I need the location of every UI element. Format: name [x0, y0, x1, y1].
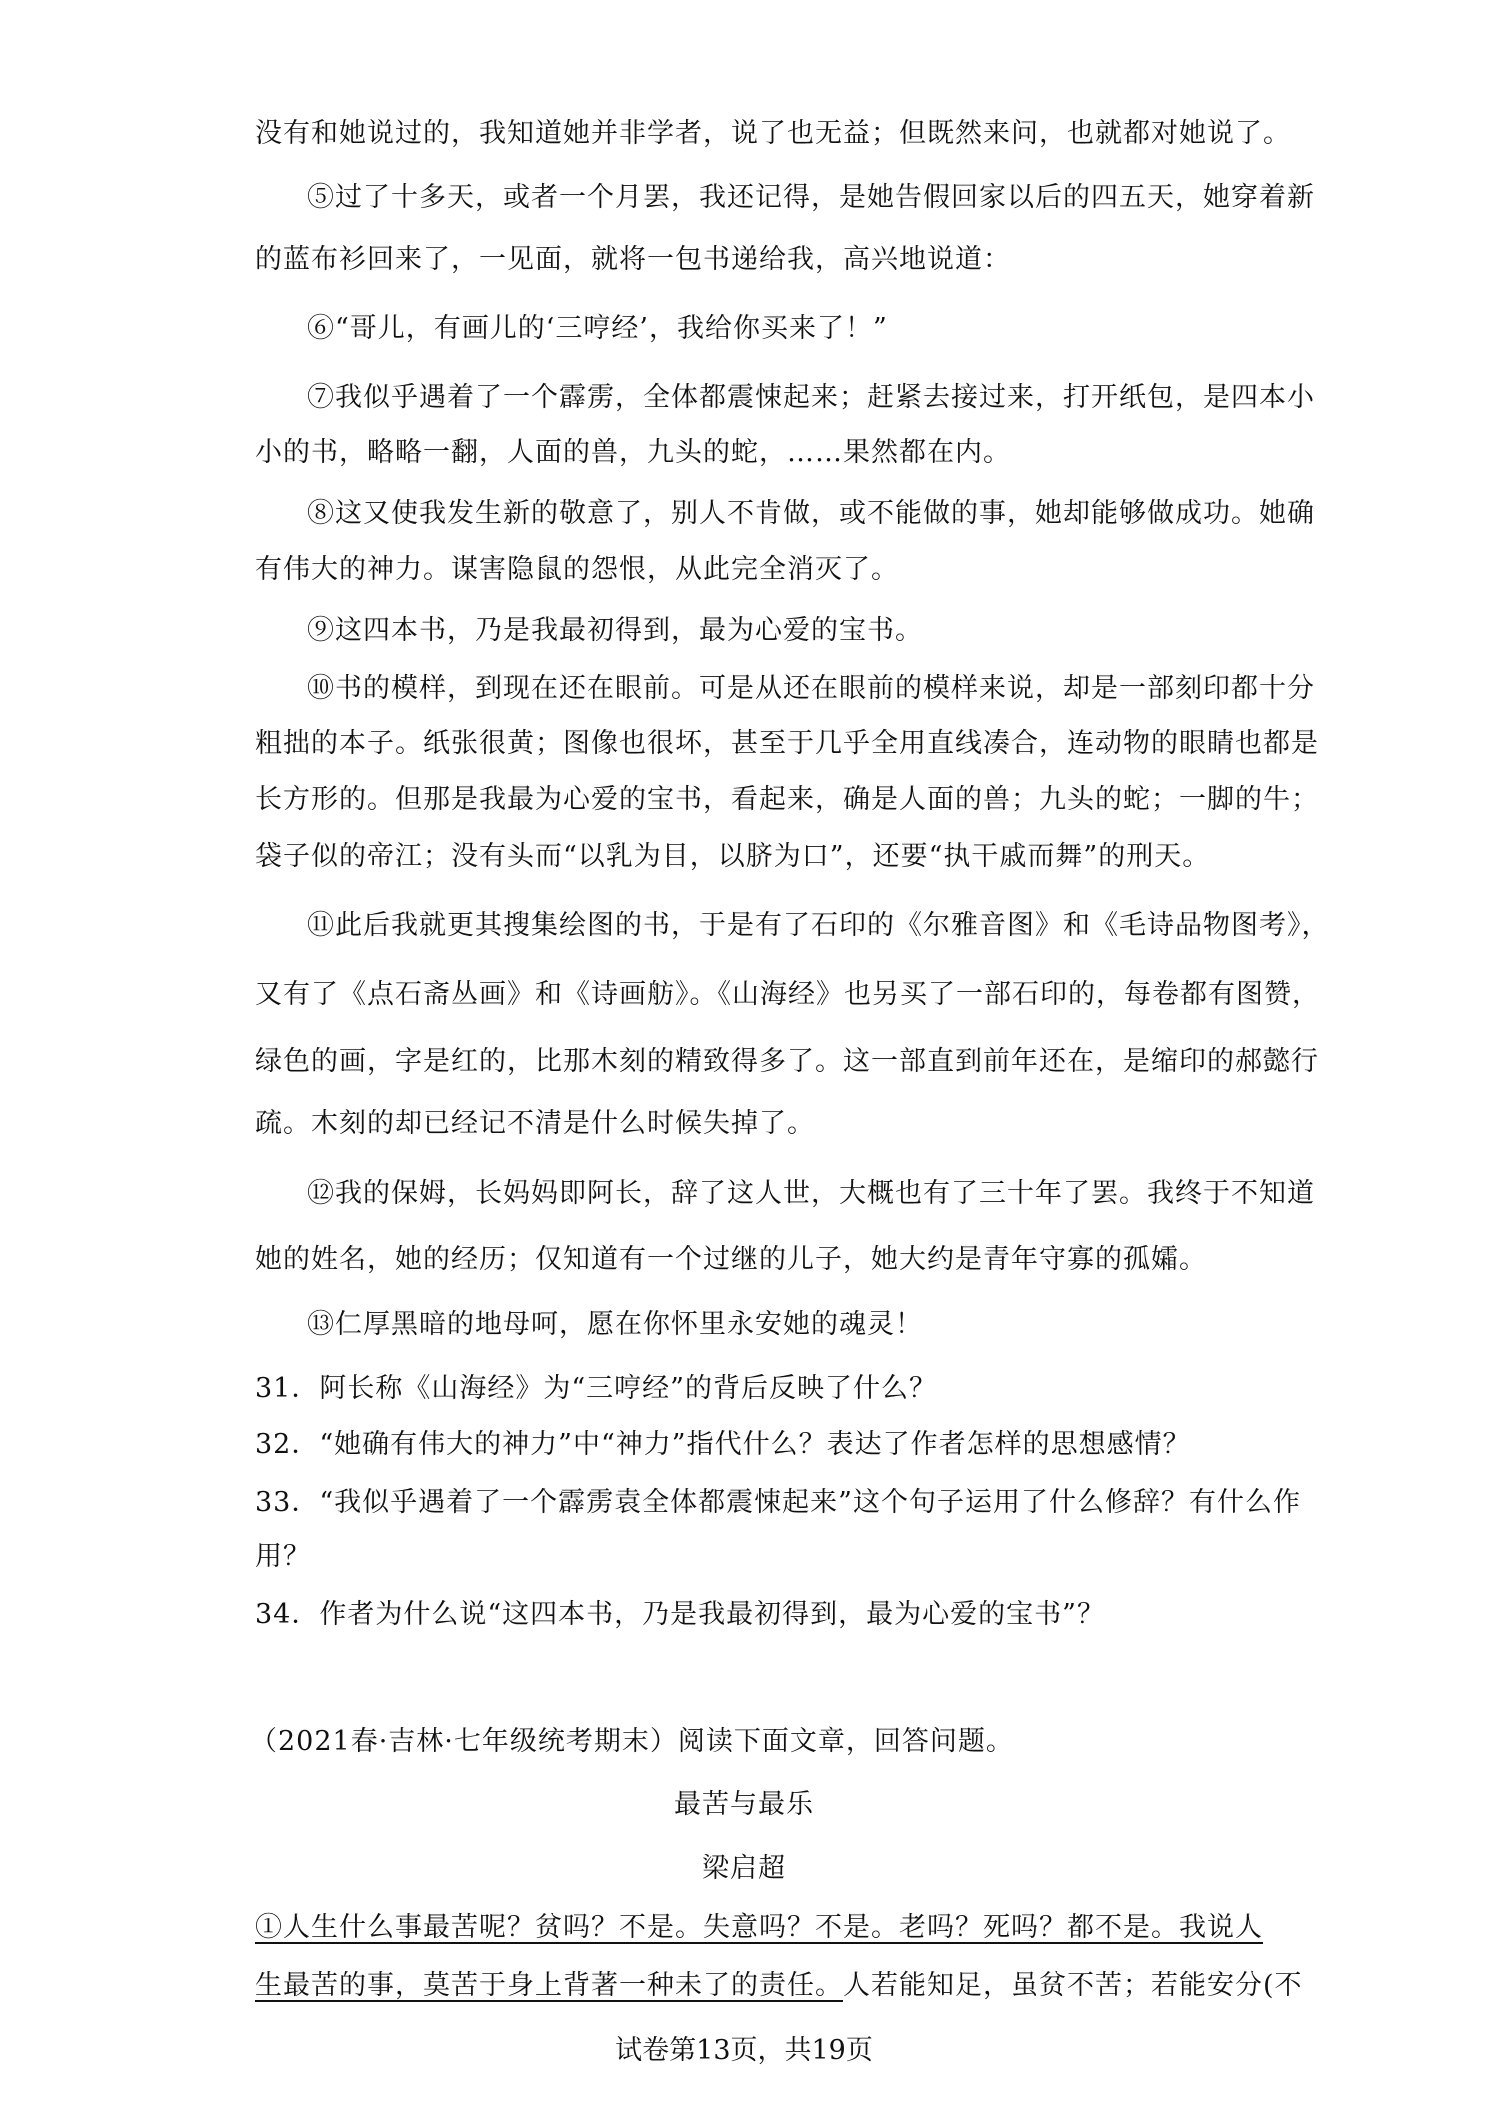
paragraph-1 [255, 1908, 1263, 1948]
article-author: 梁启超 [702, 1853, 786, 1884]
passage-line: 粗拙的本子。纸张很黄；图像也很坏，甚至于几乎全用直线凑合，连动物的眼睛也都是 [255, 728, 1319, 759]
question-33: 33．“我似乎遇着了一个霹雳袁全体都震悚起来”这个句子运用了什么修辞？有什么作 [255, 1487, 1301, 1518]
question-31: 31．阿长称《山海经》为“三哼经”的背后反映了什么？ [255, 1373, 937, 1404]
paragraph-text: 人若能知足，虽贫不苦；若能安分(不 [843, 1970, 1303, 2001]
passage-line: 疏。木刻的却已经记不清是什么时候失掉了。 [255, 1108, 815, 1139]
paragraph-12: ⑫我的保姆，长妈妈即阿长，辞了这人世，大概也有了三十年了罢。我终于不知道 [307, 1178, 1315, 1209]
article-title: 最苦与最乐 [674, 1789, 814, 1820]
passage-line: 绿色的画，字是红的，比那木刻的精致得多了。这一部直到前年还在，是缩印的郝懿行 [255, 1046, 1319, 1077]
passage-line: 袋子似的帝江；没有头而“以乳为目，以脐为口”，还要“执干戚而舞”的刑天。 [255, 841, 1211, 872]
question-33-continued: 用？ [255, 1541, 311, 1572]
paragraph-5: ⑤过了十多天，或者一个月罢，我还记得，是她告假回家以后的四五天，她穿着新 [307, 182, 1315, 213]
page-footer: 试卷第13页，共19页 [615, 2035, 873, 2066]
passage-line: 的蓝布衫回来了，一见面，就将一包书递给我，高兴地说道： [255, 244, 1011, 275]
underlined-sentence: ①人生什么事最苦呢？贫吗？不是。失意吗？不是。老吗？死吗？都不是。我说人 [255, 1912, 1263, 1943]
question-34: 34．作者为什么说“这四本书，乃是我最初得到，最为心爱的宝书”？ [255, 1599, 1105, 1630]
question-32: 32．“她确有伟大的神力”中“神力”指代什么？表达了作者怎样的思想感情？ [255, 1429, 1191, 1460]
paragraph-10: ⑩书的模样，到现在还在眼前。可是从还在眼前的模样来说，却是一部刻印都十分 [307, 673, 1315, 704]
paragraph-6: ⑥“哥儿，有画儿的‘三哼经’，我给你买来了！” [307, 313, 888, 344]
paragraph-8: ⑧这又使我发生新的敬意了，别人不肯做，或不能做的事，她却能够做成功。她确 [307, 498, 1315, 529]
paragraph-7: ⑦我似乎遇着了一个霹雳，全体都震悚起来；赶紧去接过来，打开纸包，是四本小 [307, 382, 1315, 413]
underlined-sentence-end: 生最苦的事，莫苦于身上背著一种未了的责任。 [255, 1970, 843, 2001]
paragraph-1-continued [255, 1966, 1303, 2006]
passage-line: 小的书，略略一翻，人面的兽，九头的蛇，……果然都在内。 [255, 437, 1011, 468]
passage-2-intro: （2021春·吉林·七年级统考期末）阅读下面文章，回答问题。 [250, 1726, 1014, 1757]
passage-line: 又有了《点石斋丛画》和《诗画舫》。《山海经》也另买了一部石印的，每卷都有图赞， [255, 979, 1320, 1010]
passage-line: 长方形的。但那是我最为心爱的宝书，看起来，确是人面的兽；九头的蛇；一脚的牛； [255, 784, 1319, 815]
passage-line: 没有和她说过的，我知道她并非学者，说了也无益；但既然来问，也就都对她说了。 [255, 118, 1291, 149]
paragraph-11: ⑪此后我就更其搜集绘图的书，于是有了石印的《尔雅音图》和《毛诗品物图考》， [307, 910, 1330, 941]
paragraph-9: ⑨这四本书，乃是我最初得到，最为心爱的宝书。 [307, 615, 923, 646]
passage-line: 她的姓名，她的经历；仅知道有一个过继的儿子，她大约是青年守寡的孤孀。 [255, 1244, 1207, 1275]
paragraph-13: ⑬仁厚黑暗的地母呵，愿在你怀里永安她的魂灵！ [307, 1309, 923, 1340]
passage-line: 有伟大的神力。谋害隐鼠的怨恨，从此完全消灭了。 [255, 554, 899, 585]
